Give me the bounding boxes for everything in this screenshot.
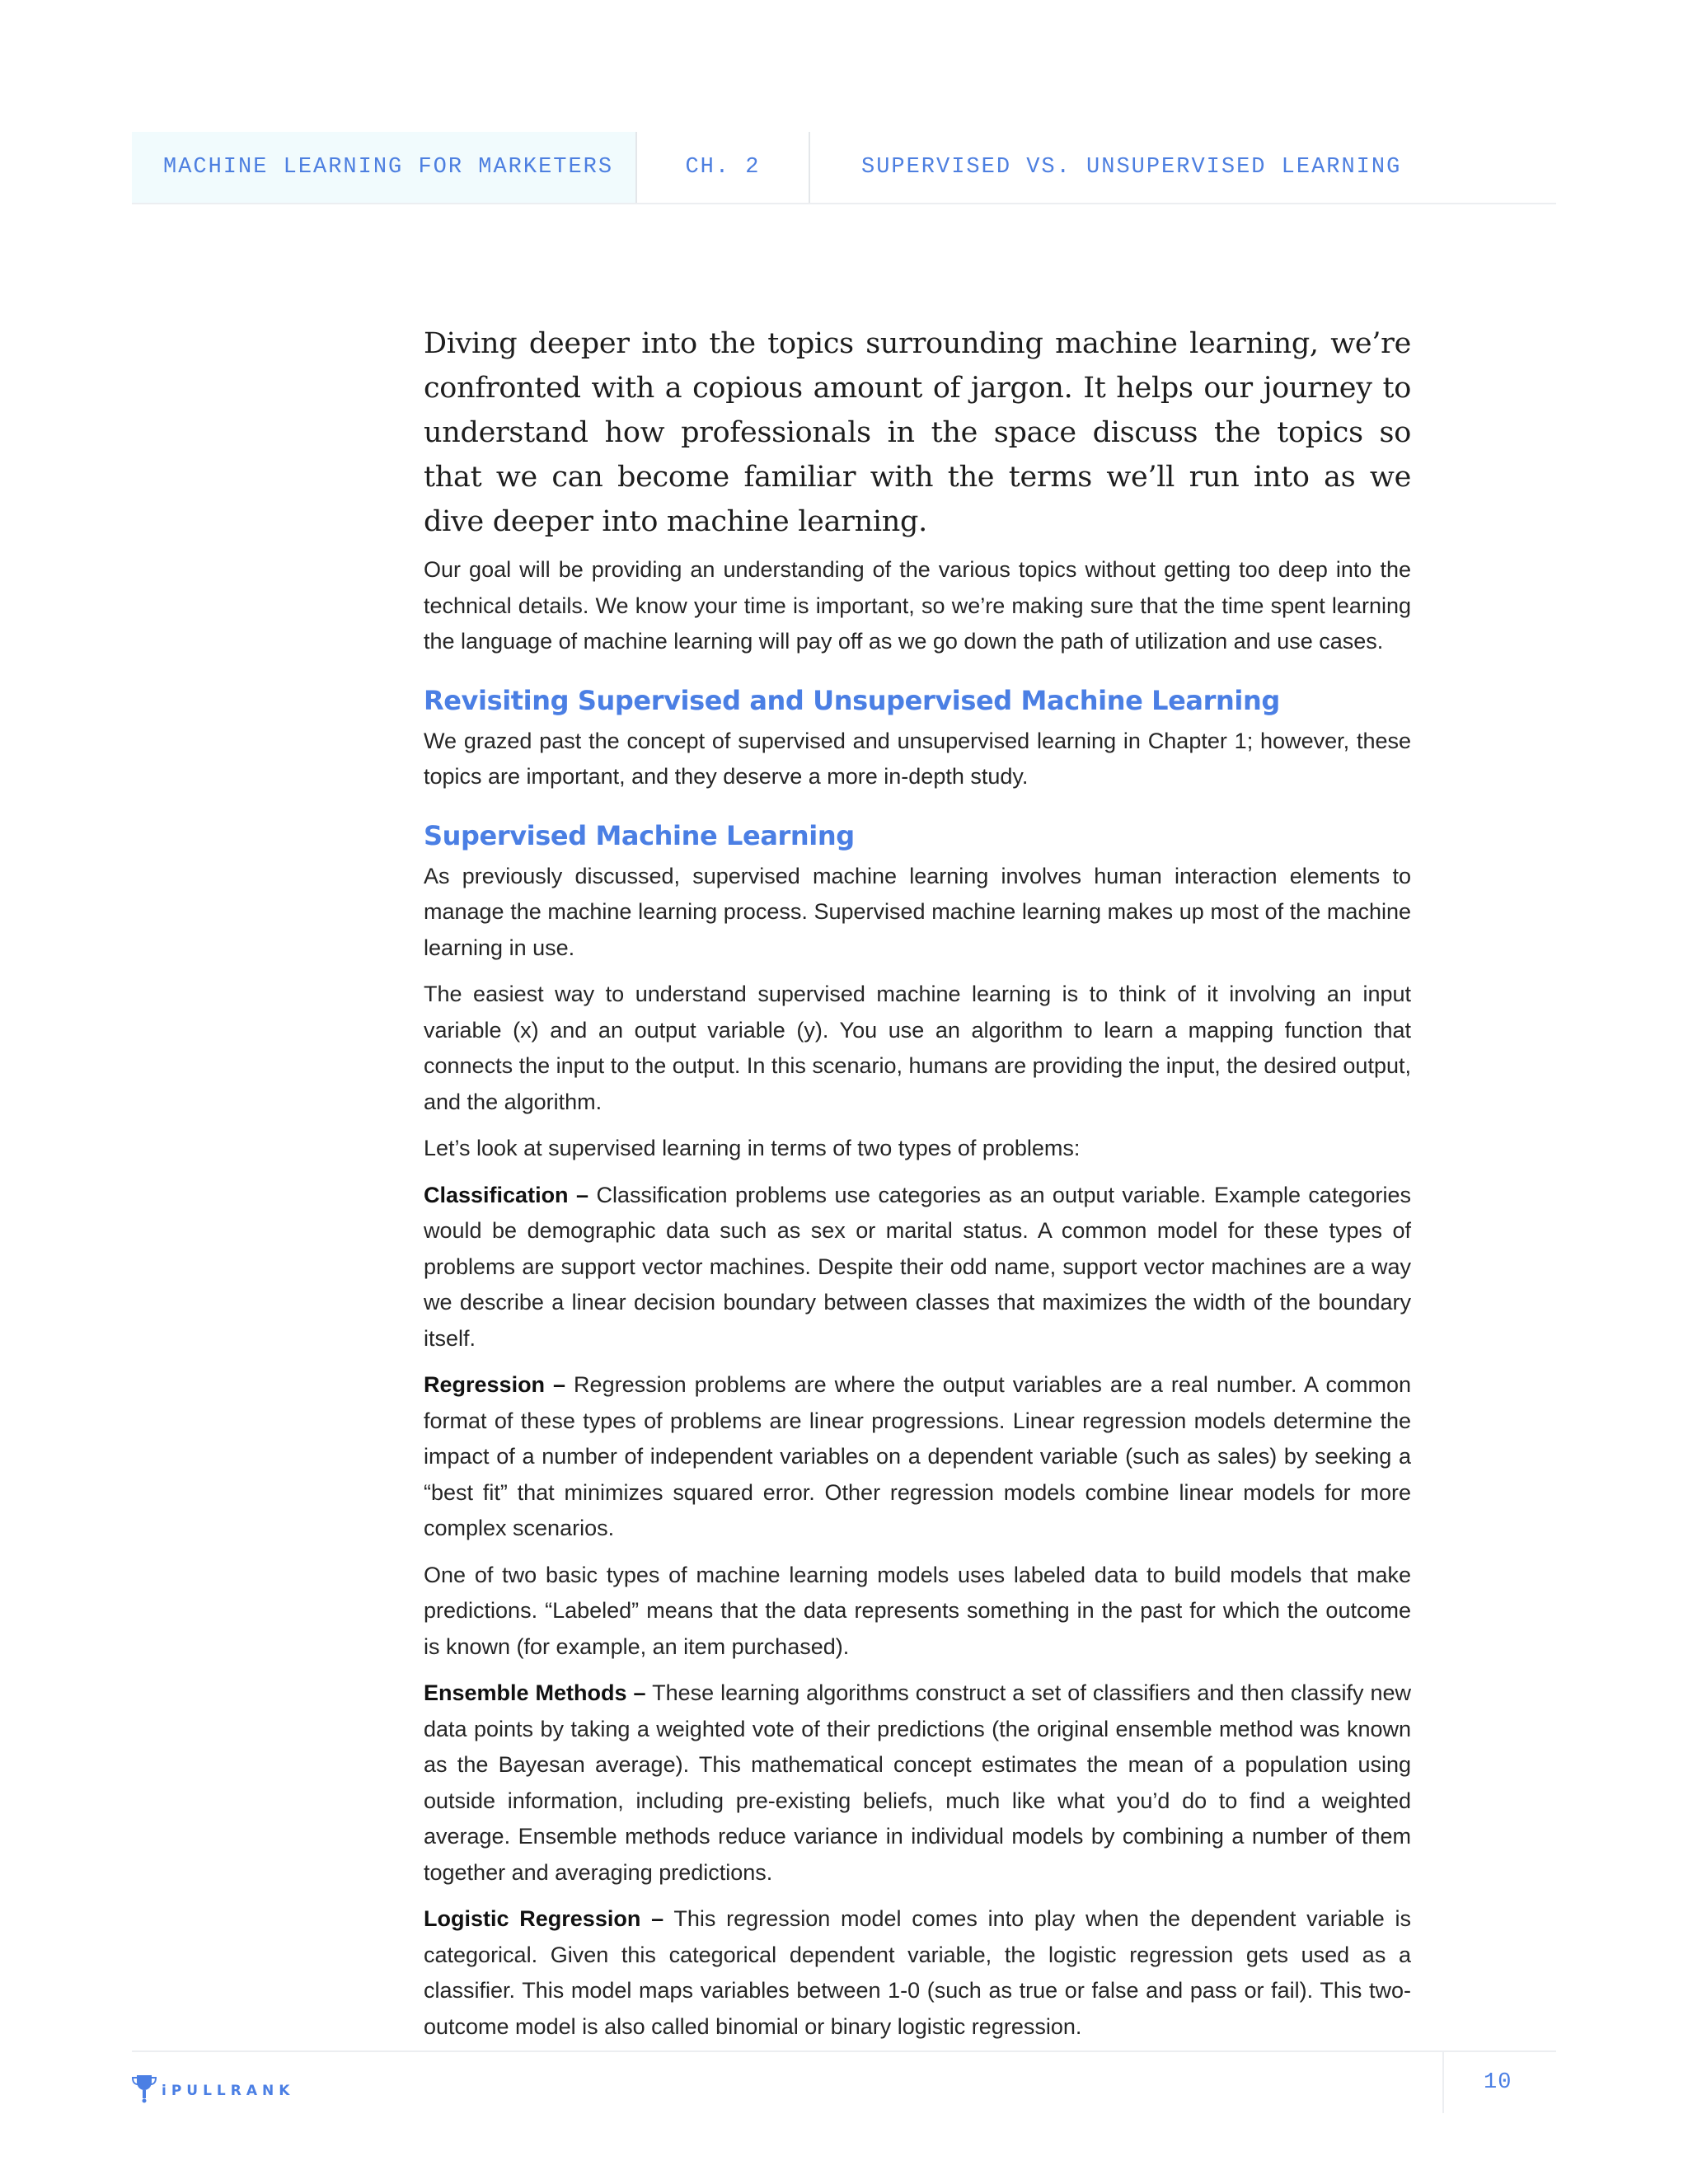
regression-paragraph	[424, 1367, 1411, 1547]
revisiting-paragraph: We grazed past the concept of supervised and unsupervised learning in Chapter 1; however, these topics are important, and they deserve a more in-depth study.	[424, 728, 1411, 789]
logistic-term: Logistic Regression –	[424, 1906, 664, 1931]
ensemble-term: Ensemble Methods –	[424, 1680, 646, 1705]
regression-term: Regression –	[424, 1372, 566, 1397]
logistic-text: This regression model comes into play when the dependent variable is categorical. Given this categorical dependent variable, the logistic regression gets used as a classifier. This model maps variables between 1-0 (such as true or false and pass or fail). This two-outcome model is also called binomial or binary logistic regression.	[424, 1906, 1412, 2039]
labeled-data-paragraph: One of two basic types of machine learning models uses labeled data to build models that make predictions. “Labeled” means that the data represents something in the past for which the outcome is known (for example, an item purchased).	[424, 1562, 1411, 1659]
ensemble-text: These learning algorithms construct a set of classifiers and then classify new data points by taking a weighted vote of their predictions (the original ensemble method was known as the Bayesan average). This mathematical concept estimates the mean of a population using outside information, including pre-existing beliefs, much like what you’d do to find a weighted average. Ensemble methods reduce variance in individual models by combining a number of them together and averaging predictions.	[424, 1680, 1411, 1885]
page-number: 10	[1484, 2070, 1512, 2095]
footer-divider	[1442, 2052, 1444, 2113]
ensemble-paragraph	[424, 1675, 1411, 1891]
logo-wordmark: iPULLRANK	[162, 2082, 295, 2099]
classification-text: Classification problems use categories as an output variable. Example categories would be demographic data such as sex or marital status. A common model for these types of problems are support vector machines. Despite their odd name, support vector machines are a way we describe a linear decision boundary between classes that maximizes the width of the boundary itself.	[424, 1182, 1412, 1351]
supervised-paragraph-1: As previously discussed, supervised machine learning involves human interaction elements to manage the machine learning process. Supervised machine learning makes up most of the machine learning in use.	[424, 863, 1411, 960]
supervised-paragraph-2: The easiest way to understand supervised machine learning is to think of it involving an input variable (x) and an output variable (y). You use an algorithm to learn a mapping function that connects the input to the output. In this scenario, humans are providing the input, the desired output, and the algorithm.	[424, 982, 1411, 1114]
article-body	[424, 321, 1411, 2055]
logistic-paragraph	[424, 1901, 1411, 2045]
page-footer	[132, 2050, 1556, 2113]
section-heading-revisiting: Revisiting Supervised and Unsupervised Machine Learning	[424, 684, 1280, 716]
intro-paragraph: Diving deeper into the topics surrounding machine learning, we’re confronted with a copious amount of jargon. It helps our journey to understand how professionals in the space discuss the topics so that we can become familiar with the terms we’ll run into as we dive deeper into machine learning.	[424, 327, 1411, 538]
header-book-title: MACHINE LEARNING FOR MARKETERS	[132, 132, 637, 203]
running-header	[132, 132, 1556, 204]
header-chapter: CH. 2	[637, 132, 810, 203]
regression-text: Regression problems are where the output variables are a real number. A common format of these types of problems are linear progressions. Linear regression models determine the impact of a number of independent variables on a dependent variable (such as sales) by seeking a “best fit” that minimizes squared error. Other regression models combine linear models for more complex scenarios.	[424, 1372, 1411, 1540]
header-topic: SUPERVISED VS. UNSUPERVISED LEARNING	[861, 155, 1402, 180]
supervised-paragraph-3: Let’s look at supervised learning in terms of two types of problems:	[424, 1136, 1081, 1160]
trophy-icon	[132, 2074, 157, 2107]
ipullrank-logo	[132, 2074, 294, 2107]
section-heading-supervised: Supervised Machine Learning	[424, 819, 855, 851]
goal-paragraph: Our goal will be providing an understanding of the various topics without getting too deep into the technical details. We know your time is important, so we’re making sure that the time spent learning the language of machine learning will pay off as we go down the path of utilization and use cases.	[424, 557, 1411, 654]
classification-term: Classification –	[424, 1182, 589, 1207]
classification-paragraph	[424, 1178, 1411, 1357]
